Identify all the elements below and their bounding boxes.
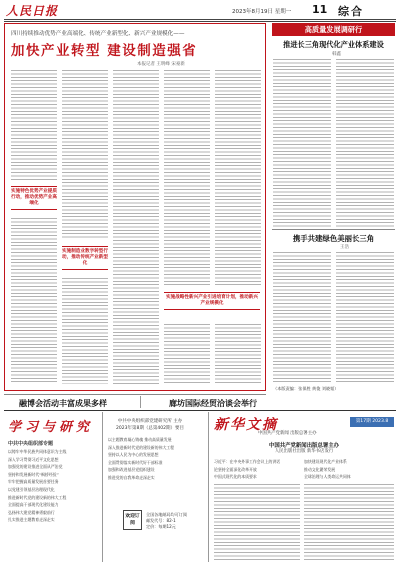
subscribe-info [146,512,187,530]
pull-quote-3: 实施战略性新兴产业引进培育计划，推动新兴产业规模化 [164,292,260,310]
right-col2-text [336,59,394,227]
bottom-zone-rule [4,410,396,411]
topic-label: 高质量发展调研行 [272,23,395,36]
toc-item: 以主题教育凝心铸魂 推动高质量发展 [108,437,172,442]
publication-toc [108,436,204,482]
toc-item: 中国式现代化的本质要求 [214,474,257,480]
toc-item: 论坚持全面深化改革开放 [214,466,257,472]
toc-item: 推动文化繁荣发展 [304,466,336,472]
lead-story [4,23,266,391]
right-col3-text [273,252,331,382]
subscribe-box: 欢迎订阅 [123,510,142,530]
xinhua-main-line: 中国共产党新闻出版总署主办 [268,443,340,449]
lead-headline: 加快产业转型 建设制造强省 [11,43,198,59]
xinhua-issue-box: 第17期 2023.8 [350,417,394,427]
pull-quote-1: 实施特色优势产业提质行动，推动优势产业高端化 [11,186,57,210]
pull-quote-2: 实施制造业数字转型行动，推动传统产业新型化 [62,246,108,270]
masthead [0,0,400,20]
toc-item: 全面贯彻落实新时代好干部标准 [108,459,163,465]
xinhua-sub-line: 人民出版社出版 新华书店发行 [274,449,334,454]
masthead-rule [4,19,396,20]
publication-org: 中共中央组织部党建研究所 主办 [117,419,183,424]
right-author: 韩鑫 [332,52,341,57]
right-headline: 推进长三角现代化产业体系建设 [283,40,384,49]
newspaper-logo: 人民日报 [6,4,59,18]
page-number: 11 [312,3,328,16]
lead-byline: 本报记者 王明峰 宋豪新 [137,62,185,67]
toc-item: 加强党的建设推进全面从严治党 [8,464,63,470]
toc-item: 习近平：在中央外事工作会议上的讲话 [214,459,281,464]
right-col1-text [273,59,331,227]
section-name: 综合 [338,5,364,18]
subscribe-line: 全国各地邮局均可订阅 [146,512,187,517]
toc-item: 以党建引领基层治理现代化 [8,486,55,492]
toc-item: 加快建设现代化产业体系 [304,459,347,464]
lead-col1-text-top [11,70,57,182]
middle-divider [4,394,266,395]
right-col4-text [336,252,394,382]
lead-col1-text-bottom [11,218,57,384]
toc-item: 弘扬伟大建党精神勇毅前行 [8,509,55,515]
toc-item: 全球治理与人类命运共同体 [304,474,351,480]
lead-col2-text-bottom [62,278,108,384]
lead-col4-text-top [164,70,210,286]
publication-issue: 2023年第8期（总第402期）要目 [116,426,184,431]
xinhua-toc-right [304,458,394,481]
right-divider [272,229,395,230]
lead-col2-text-top [62,70,108,240]
toc-item: 全面提高干部现代化建设能力 [8,502,59,508]
toc-item: 坚持和发展新时代“枫桥经验” [8,471,59,477]
masthead-rule-thin [4,21,396,22]
xinhua-body-left [214,484,300,560]
lead-kicker: 四川持续推动优势产业高端化、传统产业新型化、新兴产业规模化—— [11,31,185,37]
xuexi-logo: 学习与研究 [8,420,94,435]
toc-item: 推进党的自我革命走深走实 [108,474,155,480]
issue-date: 2023年8月19日 星期一 [232,9,292,15]
toc-item: 扎实推进主题教育走深走实 [8,517,55,523]
middle-left-headline: 融博会活动丰富成果多样 [19,399,107,408]
right-headline-2: 携手共建绿色美丽长三角 [292,234,375,243]
lead-col5-text-bottom [215,324,261,384]
lead-col5-text-top [215,70,261,286]
right-author-2: 王浩 [340,245,349,250]
editor-note: （本版责编：张保胜 黄俊 刘晓韬） [273,386,339,391]
bottom-vertical-divider-1 [102,412,103,562]
toc-item: 深入学习贯彻习近平文化思想 [8,456,59,462]
lead-col3-text [113,70,159,384]
toc-item: 以铸牢中华民族共同体意识为主线 [8,449,67,454]
toc-item: 推进新时代党的建设新的伟大工程 [8,494,67,500]
toc-item: 加强和改进基层党组织建设 [108,467,155,473]
xuexi-toc-title: 中共中央组织部专题 [8,441,54,447]
bottom-vertical-divider-2 [208,412,209,562]
xinhua-body-right [304,484,394,560]
xinhua-logo: 新华文摘 [214,417,278,433]
xinhua-toc-left [214,458,300,481]
toc-item: 牢牢把握高质量发展首要任务 [8,479,59,485]
xinhua-subtitle: 中国共产党新闻 出版总署主办 [258,431,317,436]
toc-item: 深入推进新时代党的建设新的伟大工程 [108,444,175,450]
middle-vertical-divider [140,396,141,408]
xuexi-toc [8,448,100,524]
middle-right-headline: 廊坊国际经贸洽谈会举行 [169,399,257,408]
toc-item: 坚持以人民为中心的发展思想 [108,452,159,458]
subscribe-line: 邮发代号：82-1 [146,518,176,523]
subscribe-line: 定价：每期12元 [146,524,176,529]
lead-col4-text-bottom [164,324,210,384]
